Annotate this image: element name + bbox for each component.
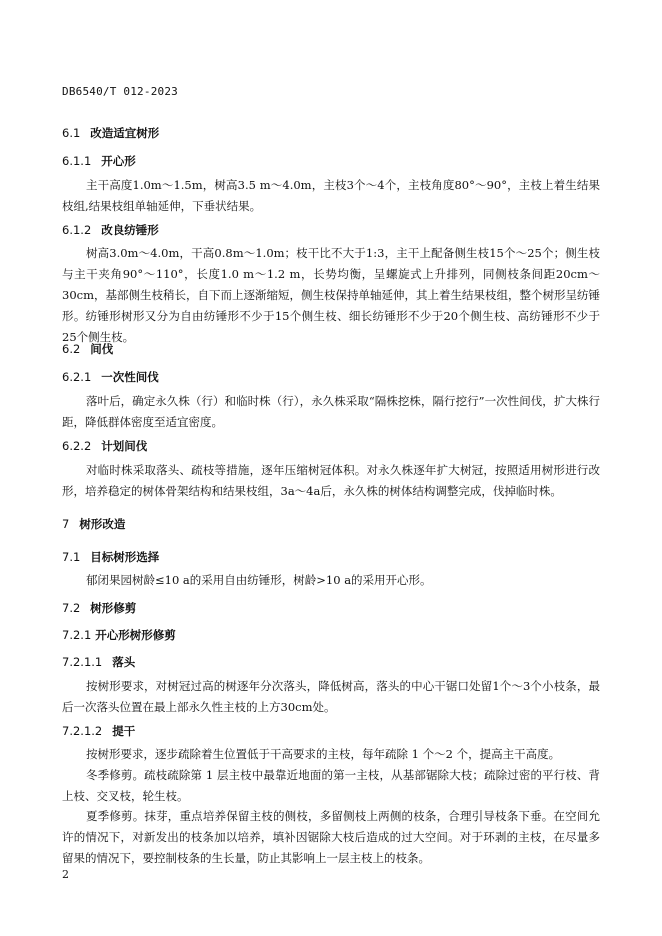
document-id: DB6540/T 012-2023	[62, 85, 178, 98]
paragraph-6-2-1: 落叶后，确定永久株（行）和临时株（行），永久株采取“隔株挖株，隔行挖行”一次性间伐，扩大株行距，降低群体密度至适宜密度。	[62, 394, 600, 429]
heading-6-1-2	[62, 222, 159, 238]
section-title: 树形改造	[79, 517, 126, 531]
heading-7	[62, 516, 125, 532]
section-number: 7	[62, 517, 70, 531]
paragraph-7-2-1-2-b: 冬季修剪。疏枝疏除第 1 层主枝中最靠近地面的第一主枝，从基部锯除大枝；疏除过密的平行枝、背上枝、交叉枝，轮生枝。	[62, 768, 600, 803]
section-number: 7.2	[62, 601, 81, 615]
section-number: 6.2.1	[62, 370, 92, 384]
section-title: 改造适宜树形	[90, 126, 160, 140]
section-number: 7.2.1	[62, 628, 92, 642]
page-number: 2	[62, 868, 69, 881]
heading-7-2-1	[62, 627, 176, 643]
section-title: 开心形	[101, 154, 136, 168]
section-title: 计划间伐	[101, 439, 148, 453]
paragraph-7-2-1-1: 按树形要求，对树冠过高的树逐年分次落头，降低树高，落头的中心干锯口处留1个～3个小枝条，最后一次落头位置在最上部永久性主枝的上方30cm处。	[62, 679, 600, 714]
heading-7-2	[62, 600, 136, 616]
section-title: 一次性间伐	[101, 370, 159, 384]
heading-6-2-1	[62, 369, 159, 385]
section-title: 树形修剪	[90, 601, 137, 615]
heading-6-2-2	[62, 438, 147, 454]
section-title: 开心形树形修剪	[95, 628, 176, 642]
section-title: 提干	[112, 724, 136, 738]
section-number: 6.1	[62, 126, 81, 140]
section-title: 改良纺锤形	[101, 223, 159, 237]
paragraph-7-2-1-2-a: 按树形要求，逐步疏除着生位置低于干高要求的主枝，每年疏除 1 个～2 个，提高主干高度。	[86, 747, 561, 761]
paragraph-7-1: 郁闭果园树龄≤10 a的采用自由纺锤形，树龄>10 a的采用开心形。	[86, 573, 432, 587]
heading-7-1	[62, 549, 159, 565]
section-number: 6.2.2	[62, 439, 92, 453]
section-number: 6.1.1	[62, 154, 92, 168]
heading-6-1-1	[62, 153, 136, 169]
section-number: 7.1	[62, 550, 81, 564]
section-title: 间伐	[90, 342, 114, 356]
section-number: 7.2.1.2	[62, 724, 103, 738]
paragraph-7-2-1-2-c: 夏季修剪。抹芽，重点培养保留主枝的侧枝，多留侧枝上两侧的枝条，合理引导枝条下垂。在空间允许的情况下，对新发出的枝条加以培养，填补因锯除大枝后造成的过大空间。对于环剥的主枝，在尽量多留果的情况下，要控制枝条的生长量，防止其影响上一层主枝上的枝条。	[62, 809, 600, 865]
section-title: 落头	[112, 655, 136, 669]
heading-7-2-1-2	[62, 723, 135, 739]
heading-6-2	[62, 341, 113, 357]
section-title: 目标树形选择	[90, 550, 160, 564]
heading-7-2-1-1	[62, 654, 135, 670]
heading-6-1	[62, 125, 159, 141]
section-number: 7.2.1.1	[62, 655, 103, 669]
paragraph-6-2-2: 对临时株采取落头、疏枝等措施，逐年压缩树冠体积。对永久株逐年扩大树冠，按照适用树形进行改形，培养稳定的树体骨架结构和结果枝组，3a～4a后，永久株的树体结构调整完成，伐掉临时株。	[62, 463, 600, 498]
section-number: 6.2	[62, 342, 81, 356]
paragraph-6-1-2: 树高3.0m～4.0m，干高0.8m～1.0m；枝干比不大于1:3，主干上配备侧生枝15个～25个；侧生枝与主干夹角90°～110°，长度1.0 m～1.2 m，长势均衡，呈螺旋式上升排列，同侧枝条间距20cm～30cm，基部侧生枝稍长，自下而上逐渐缩短，侧生枝保持单轴延伸，其上着生结果枝组，整个树形呈纺锤形。纺锤形树形又分为自由纺锤形不少于15个侧生枝、细长纺锤形不少于20个侧生枝、高纺锤形不少于25个侧生枝。	[62, 246, 600, 344]
section-number: 6.1.2	[62, 223, 92, 237]
paragraph-6-1-1: 主干高度1.0m～1.5m，树高3.5 m～4.0m，主枝3个～4个，主枝角度80°～90°，主枝上着生结果枝组,结果枝组单轴延伸，下垂状结果。	[62, 178, 600, 213]
